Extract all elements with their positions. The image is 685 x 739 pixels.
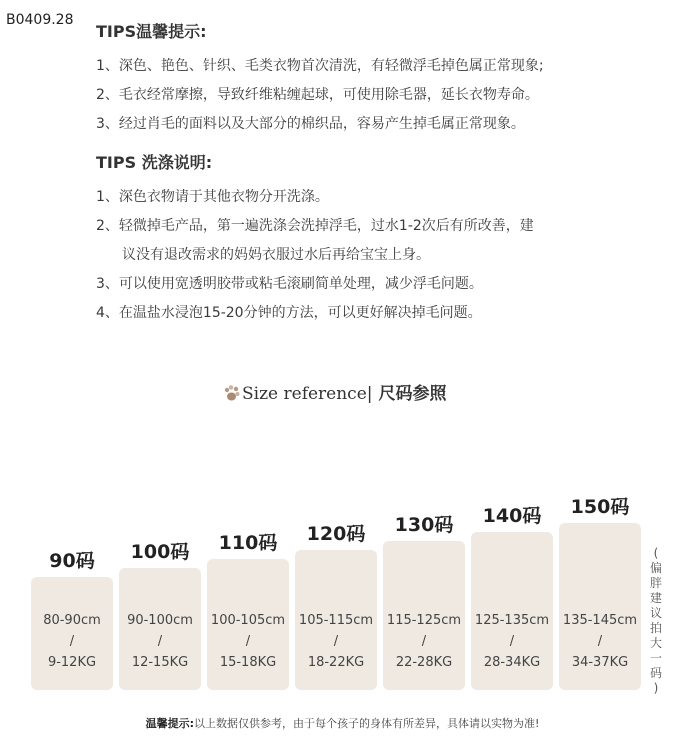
range-separator: /: [157, 634, 163, 649]
height-range: 100-105cm: [210, 613, 286, 628]
footer-text: 以上数据仅供参考，由于每个孩子的身体有所差异，具体请以实物为准!: [193, 717, 540, 730]
tips-line: 1、深色、艳色、针织、毛类衣物首次清洗，有轻微浮毛掉色属正常现象;: [96, 58, 544, 74]
size-bar: [31, 577, 113, 690]
range-separator: /: [421, 634, 427, 649]
size-label: 90码: [49, 550, 95, 572]
washing-title: TIPS 洗涤说明:: [96, 153, 213, 172]
size-bar: [383, 541, 465, 690]
washing-line: 1、深色衣物请于其他衣物分开洗涤。: [96, 189, 329, 205]
range-separator: /: [245, 634, 251, 649]
size-bar: [119, 568, 201, 690]
height-range: 105-115cm: [298, 613, 374, 628]
height-range: 115-125cm: [386, 613, 462, 628]
height-range: 125-135cm: [474, 613, 550, 628]
side-note: [648, 546, 664, 696]
weight-range: 18-22KG: [307, 655, 365, 670]
side-note-char: 大: [649, 636, 662, 650]
height-range: 90-100cm: [127, 613, 193, 628]
height-range: 135-145cm: [562, 613, 638, 628]
washing-line: 4、在温盐水浸泡15-20分钟的方法，可以更好解决掉毛问题。: [96, 305, 482, 321]
side-note-char: (: [653, 546, 659, 560]
side-note-char: 码: [649, 666, 662, 680]
range-separator: /: [333, 634, 339, 649]
size-label: 140码: [482, 505, 542, 527]
size-bar: [207, 559, 289, 690]
size-label: 150码: [570, 496, 630, 518]
weight-range: 34-37KG: [571, 655, 629, 670]
washing-line: 3、可以使用宽透明胶带或粘毛滚刷简单处理，减少浮毛问题。: [96, 276, 483, 292]
heading-divider: |: [366, 384, 373, 404]
product-code: B0409.28: [6, 12, 74, 28]
side-note-char: 建: [649, 591, 662, 605]
weight-range: 22-28KG: [395, 655, 453, 670]
side-note-char: 议: [649, 606, 662, 620]
size-bar: [295, 550, 377, 690]
weight-range: 9-12KG: [47, 655, 97, 670]
height-range: 80-90cm: [43, 613, 101, 628]
tips-title: TIPS温馨提示:: [96, 22, 207, 41]
tips-line: 2、毛衣经常摩擦，导致纤维粘缠起球，可使用除毛器，延长衣物寿命。: [96, 87, 539, 103]
weight-range: 15-18KG: [219, 655, 277, 670]
weight-range: 12-15KG: [131, 655, 189, 670]
range-separator: /: [509, 634, 515, 649]
washing-line: 议没有退改需求的妈妈衣服过水后再给宝宝上身。: [122, 247, 430, 263]
tips-line: 3、经过肖毛的面料以及大部分的棉织品，容易产生掉毛属正常现象。: [96, 116, 525, 132]
washing-line: 2、轻微掉毛产品，第一遍洗涤会洗掉浮毛，过水1-2次后有所改善，建: [96, 218, 534, 234]
size-reference-heading: [224, 380, 447, 408]
size-bar: [559, 523, 641, 690]
tips-section: [96, 21, 544, 139]
size-reference-cn: 尺码参照: [378, 384, 447, 404]
side-note-char: 偏: [649, 561, 662, 575]
side-note-char: 拍: [649, 621, 662, 635]
washing-section: [96, 152, 534, 328]
side-note-char: 一: [649, 651, 662, 665]
size-bar: [471, 532, 553, 690]
paw-icon: [224, 385, 240, 403]
weight-range: 28-34KG: [483, 655, 541, 670]
size-label: 130码: [394, 514, 454, 536]
footer-note: [0, 715, 685, 731]
side-note-char: ): [653, 681, 659, 695]
side-note-char: 胖: [649, 576, 662, 590]
size-reference-en: Size reference: [242, 384, 367, 404]
size-label: 120码: [306, 523, 366, 545]
range-separator: /: [597, 634, 603, 649]
range-separator: /: [69, 634, 75, 649]
footer-label: 温馨提示:: [145, 717, 194, 730]
size-label: 110码: [218, 532, 278, 554]
size-label: 100码: [130, 541, 190, 563]
